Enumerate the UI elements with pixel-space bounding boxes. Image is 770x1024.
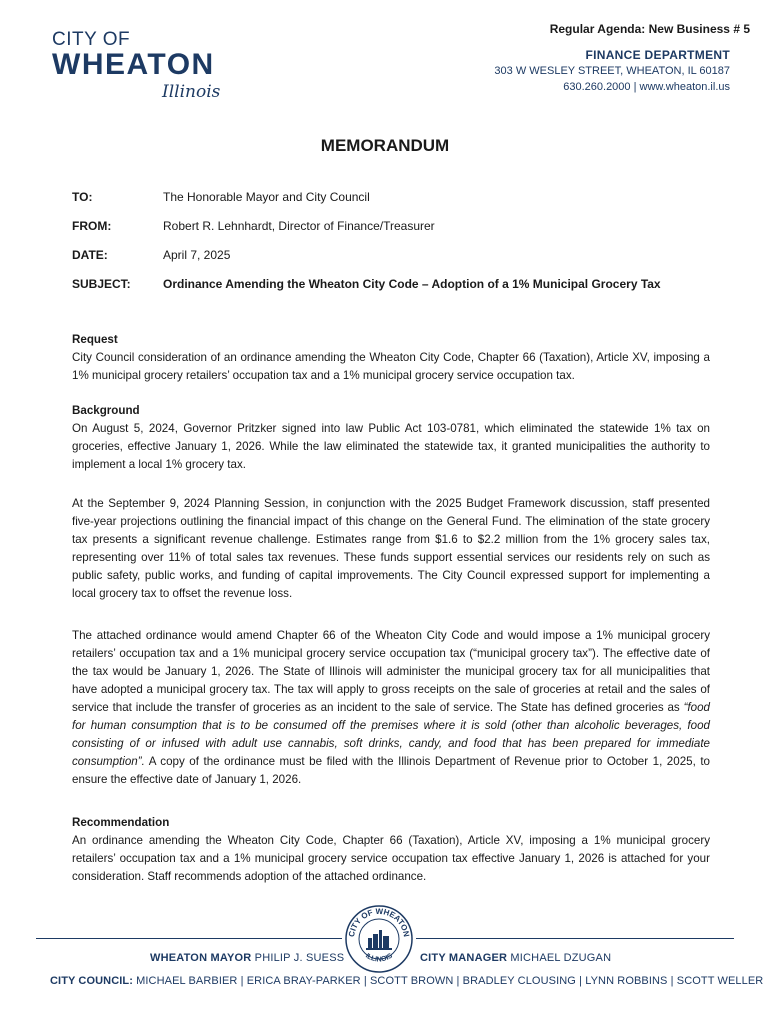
footer-manager xyxy=(420,952,611,964)
seal-top-text: CITY OF WHEATON xyxy=(347,906,411,938)
recommendation-section xyxy=(72,814,710,886)
footer-council xyxy=(50,975,763,987)
subject-value: Ordinance Amending the Wheaton City Code – Adoption of a 1% Municipal Grocery Tax xyxy=(163,277,661,291)
p3-end: A copy of the ordinance must be filed with the Illinois Department of Revenue prior to October 1, 2025, to ensure the effective date of January 1, 2026. xyxy=(72,755,710,786)
mayor-label: WHEATON MAYOR xyxy=(150,952,252,964)
logo-wheaton: WHEATON xyxy=(52,48,215,81)
council-label: CITY COUNCIL: xyxy=(50,975,133,987)
footer-divider-right xyxy=(416,938,734,939)
background-paragraph-1: On August 5, 2024, Governor Pritzker signed into law Public Act 103-0781, which eliminated the statewide 1% tax on groceries, effective January 1, 2026. While the law eliminated the statewide tax, it granted municipalities the authority to implement a local 1% grocery tax. xyxy=(72,422,710,471)
background-paragraph-3 xyxy=(72,627,710,789)
request-section xyxy=(72,331,710,385)
department-address: 303 W WESLEY STREET, WHEATON, IL 60187 xyxy=(494,65,730,77)
from-label: FROM: xyxy=(72,219,112,233)
subject-label: SUBJECT: xyxy=(72,277,131,291)
request-text: City Council consideration of an ordinance amending the Wheaton City Code, Chapter 66 (Taxation), Article XV, imposing a 1% municipal grocery retailers’ occupation tax and a 1% municipal grocery service occupation tax. xyxy=(72,351,710,382)
manager-label: CITY MANAGER xyxy=(420,952,508,964)
background-paragraph-2: At the September 9, 2024 Planning Session, in conjunction with the 2025 Budget Framework discussion, staff presented five-year projections outlining the financial impact of this change on the General Fund. The elimination of the state grocery tax presents a significant revenue challenge. Estimates range from $1.6 to $2.2 million from the 1% grocery sales tax, representing over 11% of total sales tax revenues. These funds support essential services our residents rely on such as public safety, public works, and funding of capital improvements. The City Council expressed support for implementing a local grocery tax to offset the revenue loss. xyxy=(72,497,710,600)
council-members: MICHAEL BARBIER | ERICA BRAY-PARKER | SCOTT BROWN | BRADLEY CLOUSING | LYNN ROBBINS | SCOTT WELLER xyxy=(136,975,764,987)
p3-start: The attached ordinance would amend Chapter 66 of the Wheaton City Code and would impose a 1% municipal grocery retailers’ occupation tax and a 1% municipal grocery service occupation tax (“municipal grocery tax”). The effective date of the tax would be January 1, 2026. The State of Illinois will administer the municipal grocery tax for all municipalities that have adopted a municipal grocery tax. The tax will apply to gross receipts on the sale of groceries at retail and the sales of service that include the transfer of groceries as an incident to the sale of service. The State has defined groceries as xyxy=(72,629,710,714)
recommendation-text: An ordinance amending the Wheaton City Code, Chapter 66 (Taxation), Article XV, imposing a 1% municipal grocery retailers’ occupation tax and a 1% municipal grocery service occupation tax effective January 1, 2026 is attached for your consideration. Staff recommends adoption of the attached ordinance. xyxy=(72,834,710,883)
agenda-label: Regular Agenda: New Business # 5 xyxy=(549,22,750,36)
date-label: DATE: xyxy=(72,248,108,262)
background-paragraph-2-block xyxy=(72,495,710,603)
logo-city-of: CITY OF xyxy=(52,29,131,50)
date-value: April 7, 2025 xyxy=(163,248,231,262)
background-heading: Background xyxy=(72,404,140,417)
logo-illinois: Illinois xyxy=(162,82,221,102)
department-contact: 630.260.2000 | www.wheaton.il.us xyxy=(563,81,730,93)
background-paragraph-3-block xyxy=(72,627,710,789)
seal-bottom-text: ILLINOIS xyxy=(364,952,394,964)
city-seal xyxy=(344,904,414,974)
department-block xyxy=(494,47,730,95)
recommendation-heading: Recommendation xyxy=(72,816,170,829)
mayor-name: PHILIP J. SUESS xyxy=(254,952,345,964)
to-label: TO: xyxy=(72,190,93,204)
footer-divider-left xyxy=(36,938,342,939)
request-heading: Request xyxy=(72,333,118,346)
city-logo xyxy=(52,30,252,110)
from-value: Robert R. Lehnhardt, Director of Finance/Treasurer xyxy=(163,219,435,233)
department-name: FINANCE DEPARTMENT xyxy=(585,48,730,62)
manager-name: MICHAEL DZUGAN xyxy=(510,952,612,964)
groceries-definition: “food for human consumption that is to be consumed off the premises where it is sold (other than alcoholic beverages, food consisting of or infused with adult use cannabis, soft drinks, candy, and food that has been prepared for immediate consumption”. xyxy=(72,701,710,768)
footer-mayor xyxy=(150,952,344,964)
to-value: The Honorable Mayor and City Council xyxy=(163,190,370,204)
background-section xyxy=(72,402,710,474)
memo-title: MEMORANDUM xyxy=(320,136,450,155)
